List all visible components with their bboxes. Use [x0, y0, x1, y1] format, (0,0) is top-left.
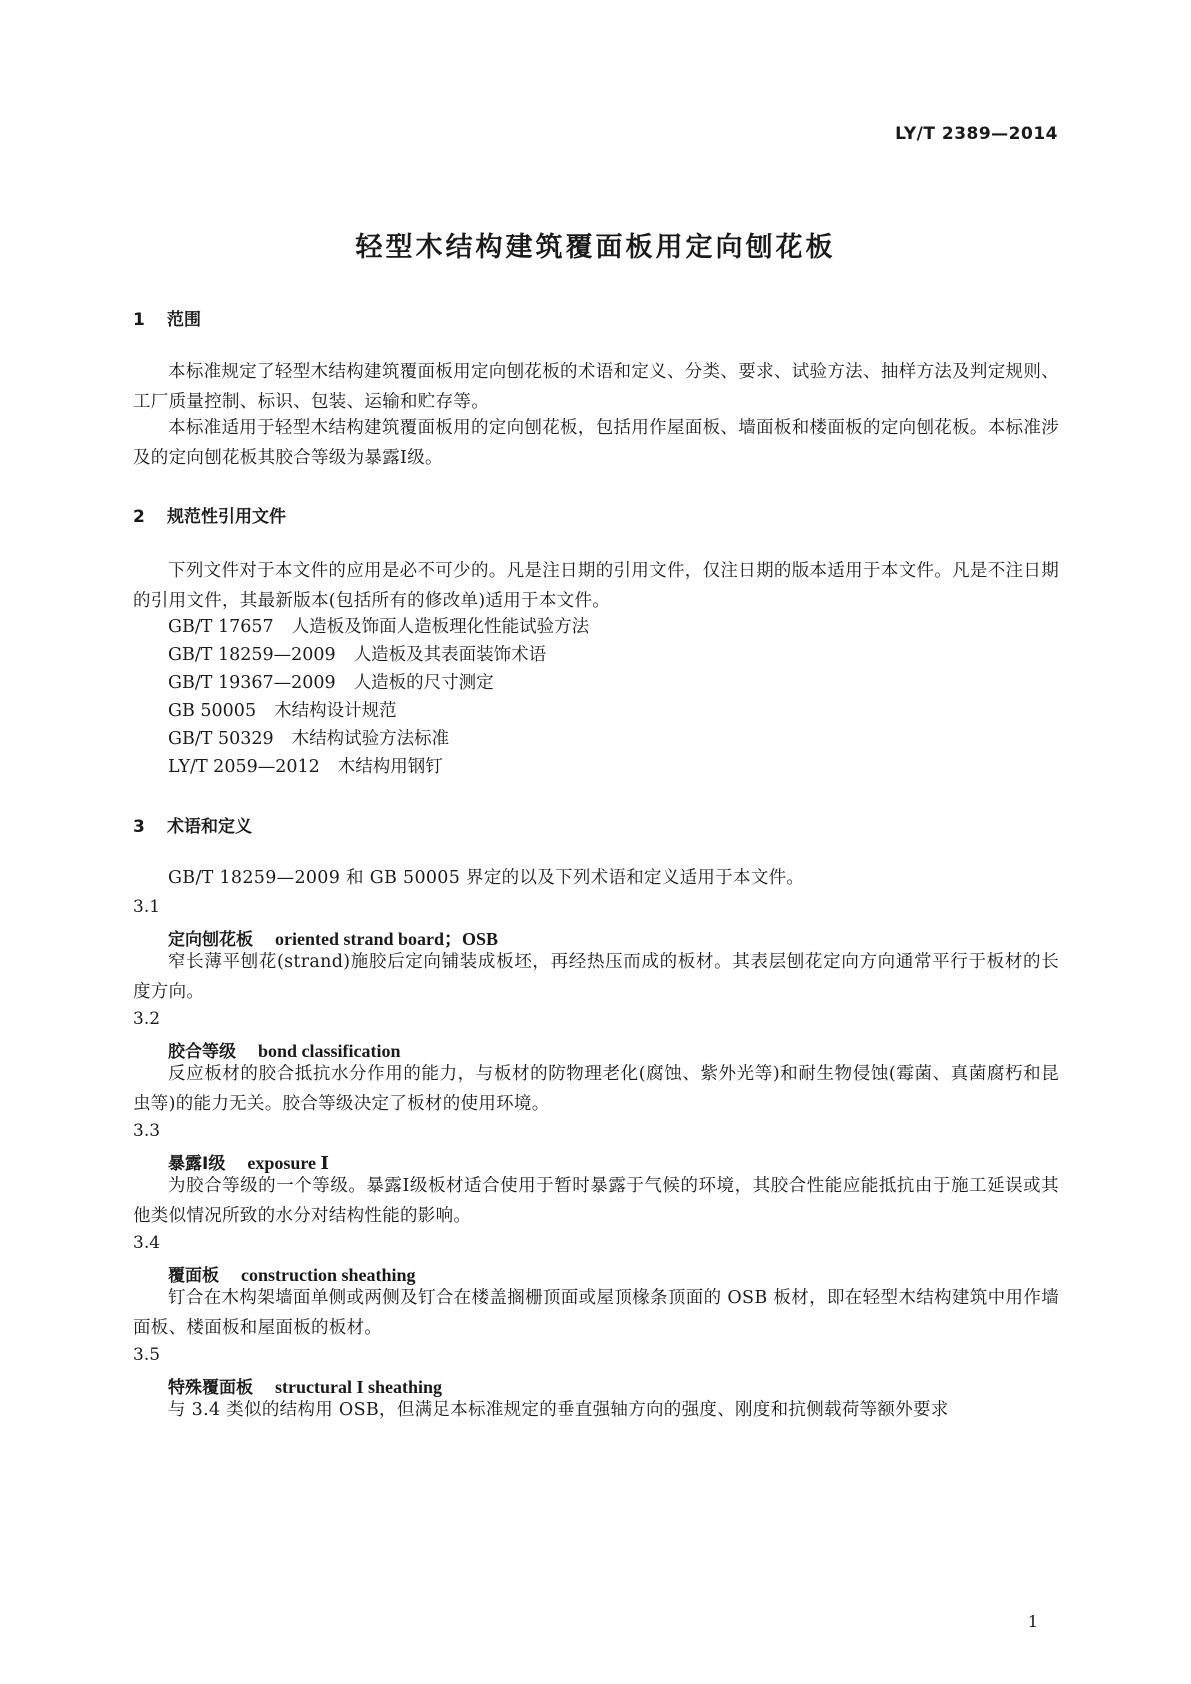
term-definition: 为胶合等级的一个等级。暴露Ⅰ级板材适合使用于暂时暴露于气候的环境，其胶合性能应能抵抗由于施工延误或其他类似情况所致的水分对结构性能的影响。 [133, 1176, 1059, 1226]
term-number: 3.4 [133, 1233, 161, 1253]
section-title: 范围 [167, 310, 201, 330]
term-chinese: 特殊覆面板 [168, 1378, 253, 1398]
reference-item [168, 640, 546, 670]
reference-title: 木结构设计规范 [274, 701, 397, 721]
page-number: 1 [1027, 1612, 1038, 1631]
section-heading-terms-definitions [133, 812, 252, 837]
section-number: 3 [133, 817, 145, 837]
reference-item [168, 668, 494, 698]
standard-code: LY/T 2389—2014 [895, 124, 1058, 144]
reference-code: GB/T 18259—2009 [168, 645, 336, 665]
term-definition: 与 3.4 类似的结构用 OSB，但满足本标准规定的垂直强轴方向的强度、刚度和抗侧载荷等额外要求 [168, 1400, 949, 1420]
reference-item [168, 724, 449, 754]
scope-paragraph-2: 本标准适用于轻型木结构建筑覆面板用的定向刨花板，包括用作屋面板、墙面板和楼面板的定向刨花板。本标准涉及的定向刨花板其胶合等级为暴露Ⅰ级。 [133, 418, 1059, 468]
term-english: oriented strand board；OSB [275, 929, 499, 949]
reference-item [168, 752, 443, 782]
term-number: 3.1 [133, 897, 161, 917]
term-chinese: 胶合等级 [168, 1042, 236, 1062]
term-definition: 反应板材的胶合抵抗水分作用的能力，与板材的防物理老化(腐蚀、紫外光等)和耐生物侵蚀(霉菌、真菌腐朽和昆虫等)的能力无关。胶合等级决定了板材的使用环境。 [133, 1064, 1059, 1114]
reference-code: GB/T 50329 [168, 729, 274, 749]
term-definition: 窄长薄平刨花(strand)施胶后定向铺装成板坯，再经热压而成的板材。其表层刨花定向方向通常平行于板材的长度方向。 [133, 952, 1059, 1002]
reference-item [168, 696, 397, 726]
term-number: 3.2 [133, 1009, 161, 1029]
section-heading-scope [133, 305, 201, 330]
term-chinese: 覆面板 [168, 1266, 219, 1286]
term-chinese: 暴露Ⅰ级 [168, 1154, 226, 1174]
section-heading-normative-references [133, 502, 286, 527]
reference-title: 人造板及饰面人造板理化性能试验方法 [291, 617, 590, 637]
term-definition: 钉合在木构架墙面单侧或两侧及钉合在楼盖搁栅顶面或屋顶椽条顶面的 OSB 板材，即在轻型木结构建筑中用作墙面板、楼面板和屋面板的板材。 [133, 1288, 1059, 1338]
reference-item [168, 612, 589, 642]
document-title: 轻型木结构建筑覆面板用定向刨花板 [355, 232, 836, 263]
reference-code: LY/T 2059—2012 [168, 757, 320, 777]
term-chinese: 定向刨花板 [168, 930, 253, 950]
term-english: construction sheathing [241, 1265, 416, 1285]
references-intro-paragraph: 下列文件对于本文件的应用是必不可少的。凡是注日期的引用文件，仅注日期的版本适用于本文件。凡是不注日期的引用文件，其最新版本(包括所有的修改单)适用于本文件。 [133, 561, 1059, 611]
term-number: 3.5 [133, 1345, 161, 1365]
section-number: 1 [133, 310, 145, 330]
reference-code: GB/T 17657 [168, 617, 274, 637]
term-english: exposure Ⅰ [247, 1153, 329, 1173]
term-number: 3.3 [133, 1121, 161, 1141]
reference-title: 人造板及其表面装饰术语 [353, 645, 547, 665]
section-number: 2 [133, 507, 145, 527]
reference-code: GB/T 19367—2009 [168, 673, 336, 693]
scope-paragraph-1: 本标准规定了轻型木结构建筑覆面板用定向刨花板的术语和定义、分类、要求、试验方法、抽样方法及判定规则、工厂质量控制、标识、包装、运输和贮存等。 [133, 362, 1059, 412]
term-english: bond classification [258, 1041, 401, 1061]
terms-intro-paragraph: GB/T 18259—2009 和 GB 50005 界定的以及下列术语和定义适用于本文件。 [168, 868, 805, 888]
reference-title: 木结构用钢钉 [337, 757, 443, 777]
reference-title: 人造板的尺寸测定 [353, 673, 494, 693]
reference-title: 木结构试验方法标准 [291, 729, 450, 749]
term-english: structural I sheathing [275, 1377, 443, 1397]
reference-code: GB 50005 [168, 701, 257, 721]
section-title: 术语和定义 [167, 817, 252, 837]
section-title: 规范性引用文件 [167, 507, 286, 527]
